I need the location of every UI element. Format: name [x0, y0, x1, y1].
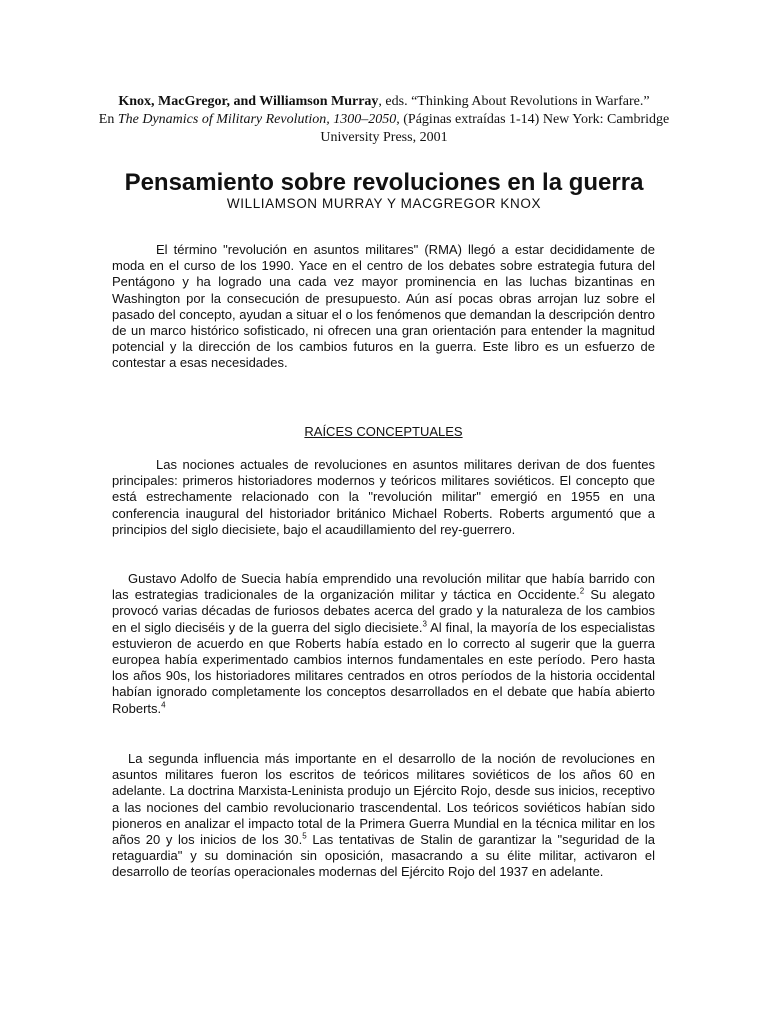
paragraph-3-text — [112, 571, 655, 717]
paragraph-1 — [112, 242, 655, 372]
paragraph-2-text: Las nociones actuales de revoluciones en asuntos militares derivan de dos fuentes principales: primeros historiadores modernos y teóricos militares soviéticos. El concepto que está estrechamente relacionado con la "revolución militar" emergió en 1955 en una conferencia inaugural del historiador británico Michael Roberts. Roberts argumentó que a principios del siglo diecisiete, bajo el acaudillamiento del rey-guerrero. — [112, 457, 655, 537]
document-title: Pensamiento sobre revoluciones en la guerra — [124, 169, 644, 196]
paragraph-1-text: El término "revolución en asuntos militares" (RMA) llegó a estar decididamente de moda en el curso de los 1990. Yace en el centro de los debates sobre estrategia futura del Pentágono y ha logrado una cada vez mayor prominencia en las luchas bizantinas en Washington por la consecución de presupuesto. Aún así pocas obras arrojan luz sobre el pasado del concepto, ayudan a situar el o los fenómenos que demandan la descripción dentro de un marco histórico sofisticado, ni ofrecen una gran orientación para entender la magnitud potencial y la dirección de los cambios futuros en la guerra. Este libro es un esfuerzo de contestar a esas necesidades. — [112, 242, 655, 371]
paragraph-4-part-2: Las tentativas de Stalin de garantizar la "seguridad de la retaguardia" y su dominación sin oposición, masacrando a su élite militar, activaron el desarrollo de teorías operacionales modernas del Ejército Rojo del 1937 en adelante. — [112, 832, 655, 880]
paragraph-3-part-1: Gustavo Adolfo de Suecia había emprendido una revolución militar que había barrido con las estrategias tradicionales de la organización militar y táctica en Occidente. — [112, 571, 655, 603]
section-heading — [112, 424, 655, 440]
section-heading-text: RAÍCES CONCEPTUALES — [304, 424, 463, 439]
paragraph-3-part-2: Su alegato provocó varias décadas de furiosos debates acerca del grado y la naturaleza de los cambios en el siglo dieciséis y de la guerra del siglo diecisiete. — [112, 587, 655, 635]
document-authors: WILLIAMSON MURRAY Y MACGREGOR KNOX — [226, 196, 542, 211]
paragraph-4 — [112, 751, 655, 881]
paragraph-4-part-1: La segunda influencia más importante en el desarrollo de la noción de revoluciones en asuntos militares fueron los escritos de teóricos militares soviéticos de los años 60 en adelante. La doctrina Marxista-Leninista produjo un Ejército Rojo, desde sus inicios, receptivo a las nociones del cambio revolucionario trascendental. Los teóricos soviéticos habían sido pioneros en analizar el impacto total de la Primera Guerra Mundial en la técnica militar en los años 20 y los inicios de los 30. — [112, 751, 655, 848]
footnote-ref-4: 4 — [161, 700, 166, 710]
footnote-ref-3: 3 — [422, 619, 427, 629]
footnote-ref-2: 2 — [579, 586, 585, 596]
citation-chapter: , eds. “Thinking About Revolutions in Warfare.” — [378, 94, 650, 109]
citation-publisher: , (Páginas extraídas 1-14) New York: Cambridge University Press, 2001 — [320, 112, 670, 145]
paragraph-3-part-3: Al final, la mayoría de los especialistas estuvieron de acuerdo en que Roberts había estado en lo correcto al sugerir que la guerra europea había experimentado cambios internos fundamentales en este período. Pero hasta los años 90s, los historiadores militares centrados en otros períodos de la historia occidental habían ignorado completamente los conceptos desarrollados en el debate que había abierto Roberts. — [112, 619, 656, 716]
citation-en: En — [98, 112, 118, 127]
paragraph-4-text — [112, 751, 655, 881]
citation-book-title: The Dynamics of Military Revolution, 1300–2050 — [117, 112, 397, 127]
citation-editors: Knox, MacGregor, and Williamson Murray — [118, 94, 379, 109]
paragraph-2 — [112, 457, 655, 538]
footnote-ref-5: 5 — [302, 831, 307, 841]
paragraph-3 — [112, 571, 655, 717]
bibliographic-citation — [90, 93, 678, 147]
